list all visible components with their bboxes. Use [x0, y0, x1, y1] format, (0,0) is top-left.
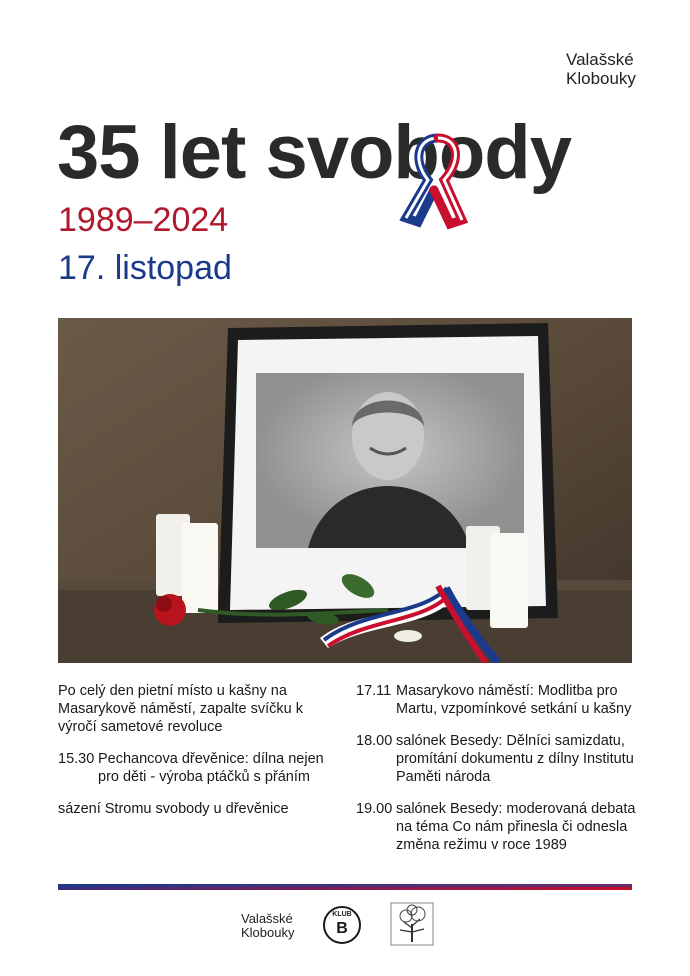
klub-logo-letter: B — [336, 920, 348, 937]
program-intro: Po celý den pietní místo u kašny na Masarykově náměstí, zapalte svíčku k výročí sametové revoluce — [58, 683, 303, 735]
poster-title: 35 let svobody — [57, 110, 571, 195]
city-logo — [566, 50, 676, 88]
footer-city-logo — [241, 912, 294, 940]
tricolor-divider — [58, 884, 632, 890]
event-description: salónek Besedy: moderovaná debata na téma Co nám přinesla či odnesla změna režimu v roce 1989 — [396, 801, 636, 853]
footer-logo-line2: Klobouky — [241, 925, 295, 940]
city-logo-line1: Valašské — [566, 50, 634, 69]
event-date: 17. listopad — [58, 249, 232, 287]
tree-logo-icon — [390, 902, 434, 946]
memorial-photo-image — [58, 318, 632, 663]
program-note: sázení Stromu svobody u dřevěnice — [58, 801, 289, 817]
years-range: 1989–2024 — [58, 201, 229, 239]
klub-logo-icon — [322, 905, 362, 945]
tricolor-ribbon-icon — [398, 130, 468, 230]
program-event-right-0 — [356, 682, 646, 718]
event-description: Pechancova dřevěnice: dílna nejen pro děti - výroba ptáčků s přáním — [98, 751, 324, 785]
program-event-left-0 — [58, 750, 343, 786]
event-time: 18.00 — [356, 733, 393, 749]
program-event-right-2 — [356, 800, 646, 854]
program-right-column — [356, 682, 646, 868]
event-description: salónek Besedy: Dělníci samizdatu, promítání dokumentu z dílny Institutu Paměti národa — [396, 733, 634, 785]
event-time: 19.00 — [356, 801, 393, 817]
program-left-column — [58, 682, 343, 832]
city-logo-line2: Klobouky — [566, 69, 636, 88]
event-time: 17.11 — [356, 683, 392, 699]
footer-logo-line1: Valašské — [241, 911, 293, 926]
klub-logo-top-text: KLUB — [332, 911, 352, 918]
program-event-right-1 — [356, 732, 646, 786]
event-time: 15.30 — [58, 751, 95, 767]
event-description: Masarykovo náměstí: Modlitba pro Martu, vzpomínkové setkání u kašny — [396, 683, 632, 717]
